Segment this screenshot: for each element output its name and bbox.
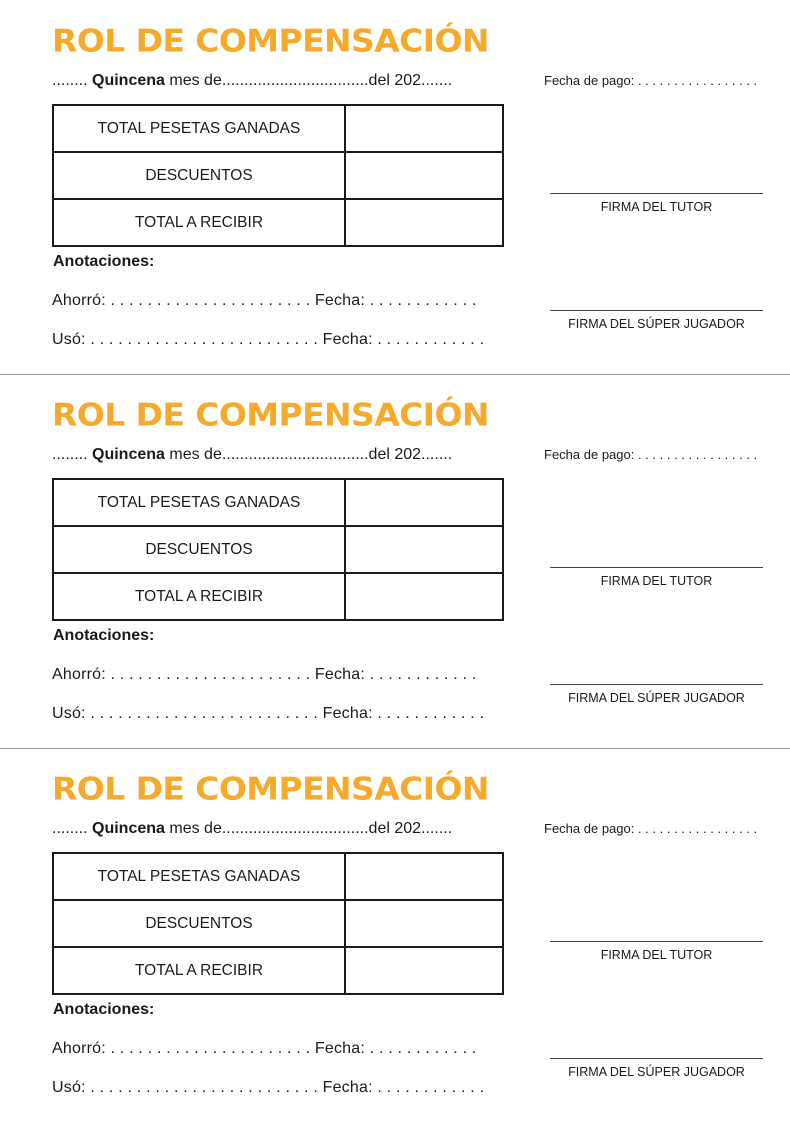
table-row xyxy=(53,947,503,994)
table-row xyxy=(53,853,503,900)
total-earned-value xyxy=(345,853,503,900)
player-signature-label: FIRMA DEL SÚPER JUGADOR xyxy=(568,317,745,331)
tutor-signature-line xyxy=(550,567,763,568)
table-row xyxy=(53,152,503,199)
period-quincena: Quincena xyxy=(92,72,165,89)
tutor-signature-line xyxy=(550,941,763,942)
tutor-signature-label: FIRMA DEL TUTOR xyxy=(600,574,713,588)
discounts-label: DESCUENTOS xyxy=(53,900,345,947)
total-to-receive-value xyxy=(345,947,503,994)
period-rest: mes de.................................del 202....... xyxy=(169,446,453,463)
player-signature-label: FIRMA DEL SÚPER JUGADOR xyxy=(568,691,745,705)
table-row xyxy=(53,105,503,152)
table-row xyxy=(53,199,503,246)
period-line xyxy=(52,72,452,90)
period-prefix: ........ xyxy=(52,72,88,89)
table-row xyxy=(53,479,503,526)
slip-title: ROL DE COMPENSACIÓN xyxy=(52,396,489,434)
notes-title: Anotaciones: xyxy=(53,253,155,270)
totals-table xyxy=(52,852,504,995)
used-line: Usó: . . . . . . . . . . . . . . . . . . . . . . . . . Fecha: . . . . . . . . . . . . xyxy=(52,331,485,348)
notes-title: Anotaciones: xyxy=(53,1001,155,1018)
period-prefix: ........ xyxy=(52,446,88,463)
total-to-receive-label: TOTAL A RECIBIR xyxy=(53,947,345,994)
table-row xyxy=(53,900,503,947)
period-quincena: Quincena xyxy=(92,446,165,463)
table-row xyxy=(53,526,503,573)
used-line: Usó: . . . . . . . . . . . . . . . . . . . . . . . . . Fecha: . . . . . . . . . . . . xyxy=(52,1079,485,1096)
player-signature-line xyxy=(550,1058,763,1059)
total-to-receive-value xyxy=(345,199,503,246)
totals-table xyxy=(52,104,504,247)
saved-line: Ahorró: . . . . . . . . . . . . . . . . . . . . . . Fecha: . . . . . . . . . . . . xyxy=(52,666,477,683)
compensation-slip-3 xyxy=(0,748,790,1122)
compensation-slip-1 xyxy=(0,0,790,374)
total-to-receive-value xyxy=(345,573,503,620)
total-to-receive-label: TOTAL A RECIBIR xyxy=(53,199,345,246)
slip-title: ROL DE COMPENSACIÓN xyxy=(52,22,489,60)
total-earned-value xyxy=(345,479,503,526)
period-quincena: Quincena xyxy=(92,820,165,837)
discounts-value xyxy=(345,152,503,199)
saved-line: Ahorró: . . . . . . . . . . . . . . . . . . . . . . Fecha: . . . . . . . . . . . . xyxy=(52,292,477,309)
tutor-signature-line xyxy=(550,193,763,194)
notes-title: Anotaciones: xyxy=(53,627,155,644)
payment-date: Fecha de pago: . . . . . . . . . . . . . . . . . xyxy=(544,447,758,462)
total-earned-value xyxy=(345,105,503,152)
discounts-value xyxy=(345,526,503,573)
player-signature-line xyxy=(550,310,763,311)
discounts-label: DESCUENTOS xyxy=(53,152,345,199)
period-rest: mes de.................................del 202....... xyxy=(169,820,453,837)
discounts-value xyxy=(345,900,503,947)
player-signature-line xyxy=(550,684,763,685)
tutor-signature-label: FIRMA DEL TUTOR xyxy=(600,200,713,214)
used-line: Usó: . . . . . . . . . . . . . . . . . . . . . . . . . Fecha: . . . . . . . . . . . . xyxy=(52,705,485,722)
period-prefix: ........ xyxy=(52,820,88,837)
total-to-receive-label: TOTAL A RECIBIR xyxy=(53,573,345,620)
total-earned-label: TOTAL PESETAS GANADAS xyxy=(53,105,345,152)
discounts-label: DESCUENTOS xyxy=(53,526,345,573)
total-earned-label: TOTAL PESETAS GANADAS xyxy=(53,853,345,900)
totals-table xyxy=(52,478,504,621)
payment-date: Fecha de pago: . . . . . . . . . . . . . . . . . xyxy=(544,821,758,836)
period-rest: mes de.................................del 202....... xyxy=(169,72,453,89)
player-signature-label: FIRMA DEL SÚPER JUGADOR xyxy=(568,1065,745,1079)
period-line xyxy=(52,820,452,838)
total-earned-label: TOTAL PESETAS GANADAS xyxy=(53,479,345,526)
payment-date: Fecha de pago: . . . . . . . . . . . . . . . . . xyxy=(544,73,758,88)
tutor-signature-label: FIRMA DEL TUTOR xyxy=(600,948,713,962)
slip-title: ROL DE COMPENSACIÓN xyxy=(52,770,489,808)
saved-line: Ahorró: . . . . . . . . . . . . . . . . . . . . . . Fecha: . . . . . . . . . . . . xyxy=(52,1040,477,1057)
period-line xyxy=(52,446,452,464)
table-row xyxy=(53,573,503,620)
compensation-slip-2 xyxy=(0,374,790,748)
